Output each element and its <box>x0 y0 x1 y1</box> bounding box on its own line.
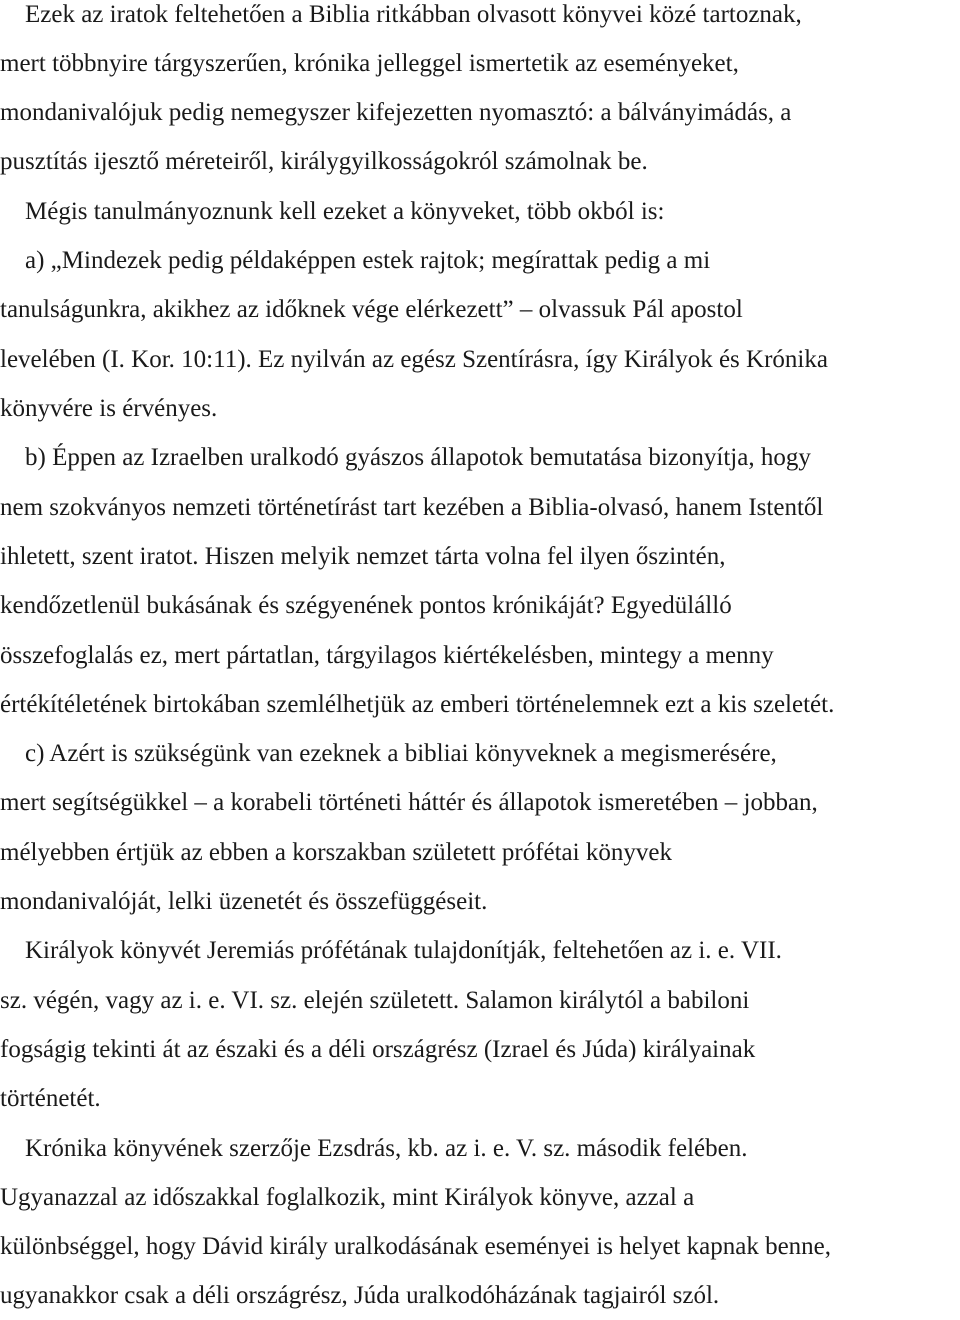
text-line: mondanivalójuk pedig nemegyszer kifejezetten nyomasztó: a bálványimádás, a <box>0 99 792 126</box>
text-line: Krónika könyvének szerzője Ezsdrás, kb. az i. e. V. sz. második felében. <box>0 1135 748 1162</box>
text-line: sz. végén, vagy az i. e. VI. sz. elején született. Salamon királytól a babiloni <box>0 987 750 1014</box>
text-line: mélyebben értjük az ebben a korszakban született prófétai könyvek <box>0 839 672 866</box>
text-line: történetét. <box>0 1085 101 1112</box>
text-line: levelében (I. Kor. 10:11). Ez nyilván az egész Szentírásra, így Királyok és Krónika <box>0 346 828 373</box>
text-line: összefoglalás ez, mert pártatlan, tárgyilagos kiértékelésben, mintegy a menny <box>0 642 774 669</box>
text-line: értékítéletének birtokában szemlélhetjük az emberi történelemnek ezt a kis szeletét. <box>0 691 835 718</box>
text-line: mert segítségükkel – a korabeli történeti háttér és állapotok ismeretében – jobban, <box>0 789 818 816</box>
text-line: kendőzetlenül bukásának és szégyenének pontos krónikáját? Egyedülálló <box>0 592 732 619</box>
text-line: mert többnyire tárgyszerűen, krónika jelleggel ismertetik az eseményeket, <box>0 50 739 77</box>
text-line: Ugyanazzal az időszakkal foglalkozik, mint Királyok könyve, azzal a <box>0 1184 695 1211</box>
text-line: ugyanakkor csak a déli országrész, Júda uralkodóházának tagjairól szól. <box>0 1282 720 1309</box>
text-line: fogságig tekinti át az északi és a déli országrész (Izrael és Júda) királyainak <box>0 1036 756 1063</box>
text-line: Ezek az iratok feltehetően a Biblia ritkábban olvasott könyvei közé tartoznak, <box>0 1 802 28</box>
text-line: a) „Mindezek pedig példaképpen estek rajtok; megírattak pedig a mi <box>0 247 711 274</box>
text-line: b) Éppen az Izraelben uralkodó gyászos állapotok bemutatása bizonyítja, hogy <box>0 444 811 471</box>
text-line: tanulságunkra, akikhez az időknek vége elérkezett” – olvassuk Pál apostol <box>0 296 743 323</box>
text-line: c) Azért is szükségünk van ezeknek a bibliai könyveknek a megismerésére, <box>0 740 777 767</box>
text-line: különbséggel, hogy Dávid király uralkodásának eseményei is helyet kapnak benne, <box>0 1233 832 1260</box>
text-line: Királyok könyvét Jeremiás prófétának tulajdonítják, feltehetően az i. e. VII. <box>0 937 782 964</box>
text-line: pusztítás ijesztő méreteiről, királygyilkosságokról számolnak be. <box>0 148 648 175</box>
text-line: könyvére is érvényes. <box>0 395 218 422</box>
text-line: nem szokványos nemzeti történetírást tart kezében a Biblia-olvasó, hanem Istentől <box>0 494 824 521</box>
text-line: Mégis tanulmányoznunk kell ezeket a könyveket, több okból is: <box>0 198 665 225</box>
text-line: ihletett, szent iratot. Hiszen melyik nemzet tárta volna fel ilyen őszintén, <box>0 543 726 570</box>
text-line: mondanivalóját, lelki üzenetét és összefüggéseit. <box>0 888 488 915</box>
